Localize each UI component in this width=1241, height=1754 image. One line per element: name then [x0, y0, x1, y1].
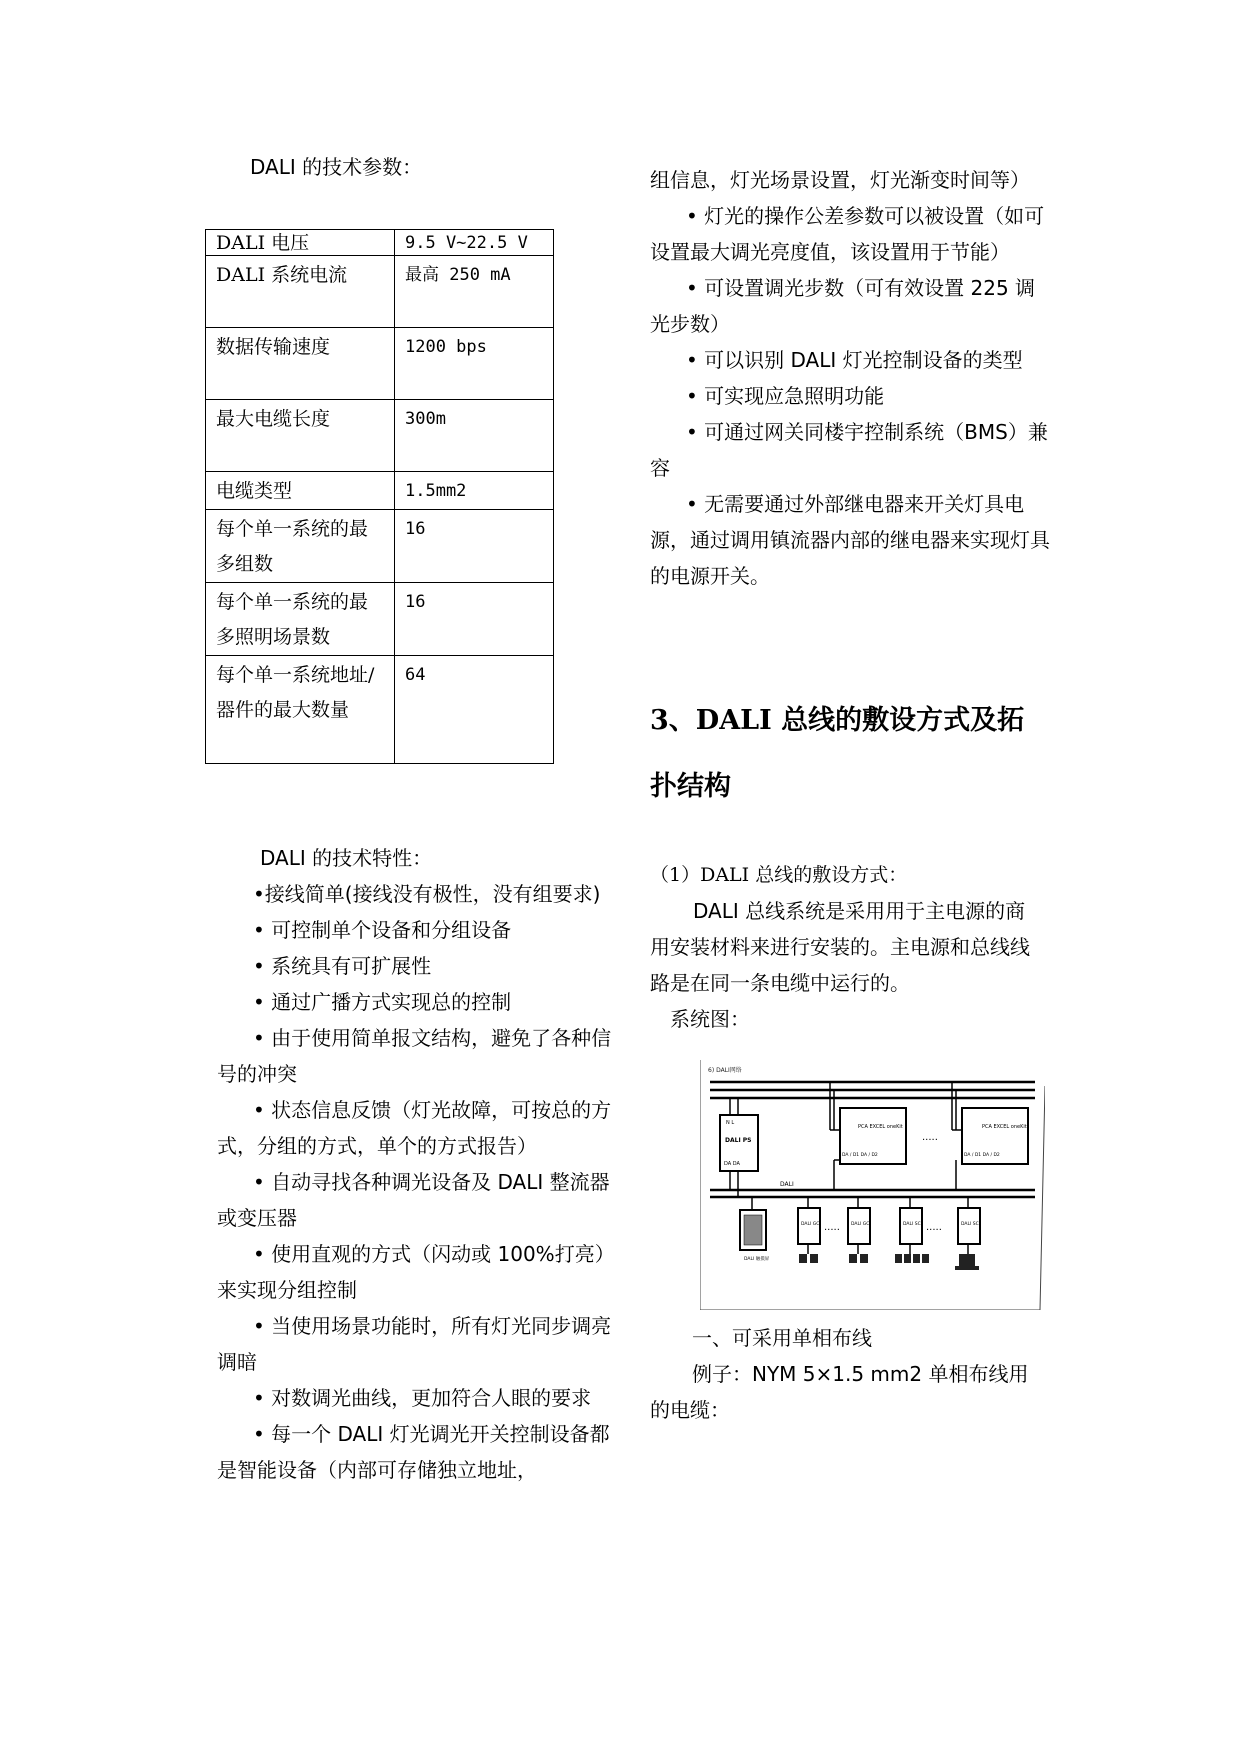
svg-text:DA / D1 DA / D2: DA / D1 DA / D2 — [964, 1153, 1000, 1158]
list-item: • 每一个 DALI 灯光调光开关控制设备都是智能设备（内部可存储独立地址， — [217, 1422, 610, 1482]
device-sci — [955, 1197, 980, 1270]
table-cell: 9.5 V~22.5 V — [395, 230, 554, 256]
continued-text: 组信息，灯光场景设置，灯光渐变时间等） — [650, 168, 1030, 192]
ellipsis: ..... — [922, 1132, 938, 1143]
section-title-cont: 扑结构 — [650, 771, 731, 802]
list-item: •接线简单(接线没有极性，没有组要求) — [253, 882, 601, 906]
features-heading: DALI 的技术特性： — [260, 846, 433, 870]
table-row — [206, 400, 554, 472]
section-title: 3、DALI 总线的敷设方式及拓 — [650, 705, 1025, 736]
svg-text:DA DA: DA DA — [724, 1161, 740, 1167]
svg-text:DALI GC: DALI GC — [801, 1222, 820, 1227]
sub-heading: （1）DALI 总线的敷设方式： — [650, 864, 908, 886]
list-item: • 对数调光曲线，更加符合人眼的要求 — [253, 1386, 592, 1410]
list-item: • 通过广播方式实现总的控制 — [253, 990, 512, 1014]
table-cell: 1200 bps — [395, 328, 554, 400]
list-item: • 可控制单个设备和分组设备 — [253, 918, 512, 942]
table-cell: 数据传输速度 — [206, 328, 395, 400]
table-row — [206, 230, 554, 256]
spec-table — [205, 229, 554, 764]
svg-text:DALI GC: DALI GC — [851, 1222, 870, 1227]
list-item: • 无需要通过外部继电器来开关灯具电源，通过调用镇流器内部的继电器来实现灯具的电源开关。 — [650, 492, 1050, 588]
cable-example: 例子：NYM 5×1.5 mm2 单相布线用的电缆： — [650, 1362, 1029, 1422]
list-item: • 状态信息反馈（灯光故障，可按总的方式，分组的方式，单个的方式报告） — [217, 1098, 612, 1158]
table-row — [206, 328, 554, 400]
svg-text:PCA EXCEL oneKit: PCA EXCEL oneKit — [858, 1124, 903, 1130]
list-item: • 可设置调光步数（可有效设置 225 调光步数） — [650, 276, 1036, 336]
table-cell: DALI 系统电流 — [206, 256, 395, 328]
list-item: • 自动寻找各种调光设备及 DALI 整流器或变压器 — [217, 1170, 610, 1230]
svg-text:N L: N L — [726, 1120, 735, 1126]
list-item: • 使用直观的方式（闪动或 100%打亮）来实现分组控制 — [217, 1242, 605, 1302]
single-phase-line: 一、可采用单相布线 — [692, 1326, 872, 1350]
list-item: • 可实现应急照明功能 — [686, 384, 885, 408]
svg-text:.....: ..... — [926, 1222, 942, 1233]
table-cell: 最高 250 mA — [395, 256, 554, 328]
table-cell: 16 — [395, 583, 554, 656]
table-cell: DALI 电压 — [206, 230, 395, 256]
table-row — [206, 656, 554, 764]
table-row — [206, 510, 554, 583]
diagram-title: 6) DALI网络 — [708, 1067, 742, 1074]
list-item: • 可通过网关同楼宇控制系统（BMS）兼容 — [650, 420, 1048, 480]
table-row — [206, 472, 554, 510]
system-label: 系统图： — [670, 1007, 750, 1031]
table-cell: 最大电缆长度 — [206, 400, 395, 472]
params-heading: DALI 的技术参数： — [250, 155, 423, 179]
table-cell: 300m — [395, 400, 554, 472]
features-list-left — [217, 840, 612, 1488]
table-cell: 1.5mm2 — [395, 472, 554, 510]
laying-section — [650, 857, 1045, 1037]
table-cell: 64 — [395, 656, 554, 764]
svg-text:DALI SCI: DALI SCI — [961, 1222, 981, 1227]
list-item: • 由于使用简单报文结构，避免了各种信号的冲突 — [217, 1026, 612, 1086]
bus-label: DALI — [780, 1181, 794, 1188]
svg-text:PCA EXCEL oneKit: PCA EXCEL oneKit — [982, 1124, 1027, 1130]
table-cell: 电缆类型 — [206, 472, 395, 510]
table-row — [206, 583, 554, 656]
svg-text:DALI PS: DALI PS — [725, 1137, 752, 1144]
list-item: • 当使用场景功能时，所有灯光同步调亮调暗 — [217, 1314, 612, 1374]
dali-system-diagram — [700, 1060, 1045, 1310]
table-cell: 每个单一系统地址/器件的最大数量 — [206, 656, 395, 764]
svg-text:DALI SC: DALI SC — [903, 1222, 921, 1227]
list-item: • 可以识别 DALI 灯光控制设备的类型 — [686, 348, 1023, 372]
list-item: • 系统具有可扩展性 — [253, 954, 432, 978]
table-cell: 每个单一系统的最多组数 — [206, 510, 395, 583]
device-gc-2 — [848, 1197, 870, 1263]
device-gc-1 — [798, 1197, 820, 1263]
right-column — [650, 162, 1050, 594]
table-row — [206, 256, 554, 328]
table-cell: 每个单一系统的最多照明场景数 — [206, 583, 395, 656]
list-item: • 灯光的操作公差参数可以被设置（如可设置最大调光亮度值，该设置用于节能） — [650, 204, 1045, 264]
svg-text:.....: ..... — [824, 1222, 840, 1233]
paragraph: DALI 总线系统是采用用于主电源的商用安装材料来进行安装的。主电源和总线线路是在同一条电缆中运行的。 — [650, 899, 1030, 995]
svg-text:DALI 触摸屏: DALI 触摸屏 — [744, 1257, 770, 1262]
device-sc — [895, 1197, 929, 1263]
table-cell: 16 — [395, 510, 554, 583]
wiring-section — [650, 1320, 1045, 1428]
svg-text:DA / D1 DA / D2: DA / D1 DA / D2 — [842, 1153, 878, 1158]
